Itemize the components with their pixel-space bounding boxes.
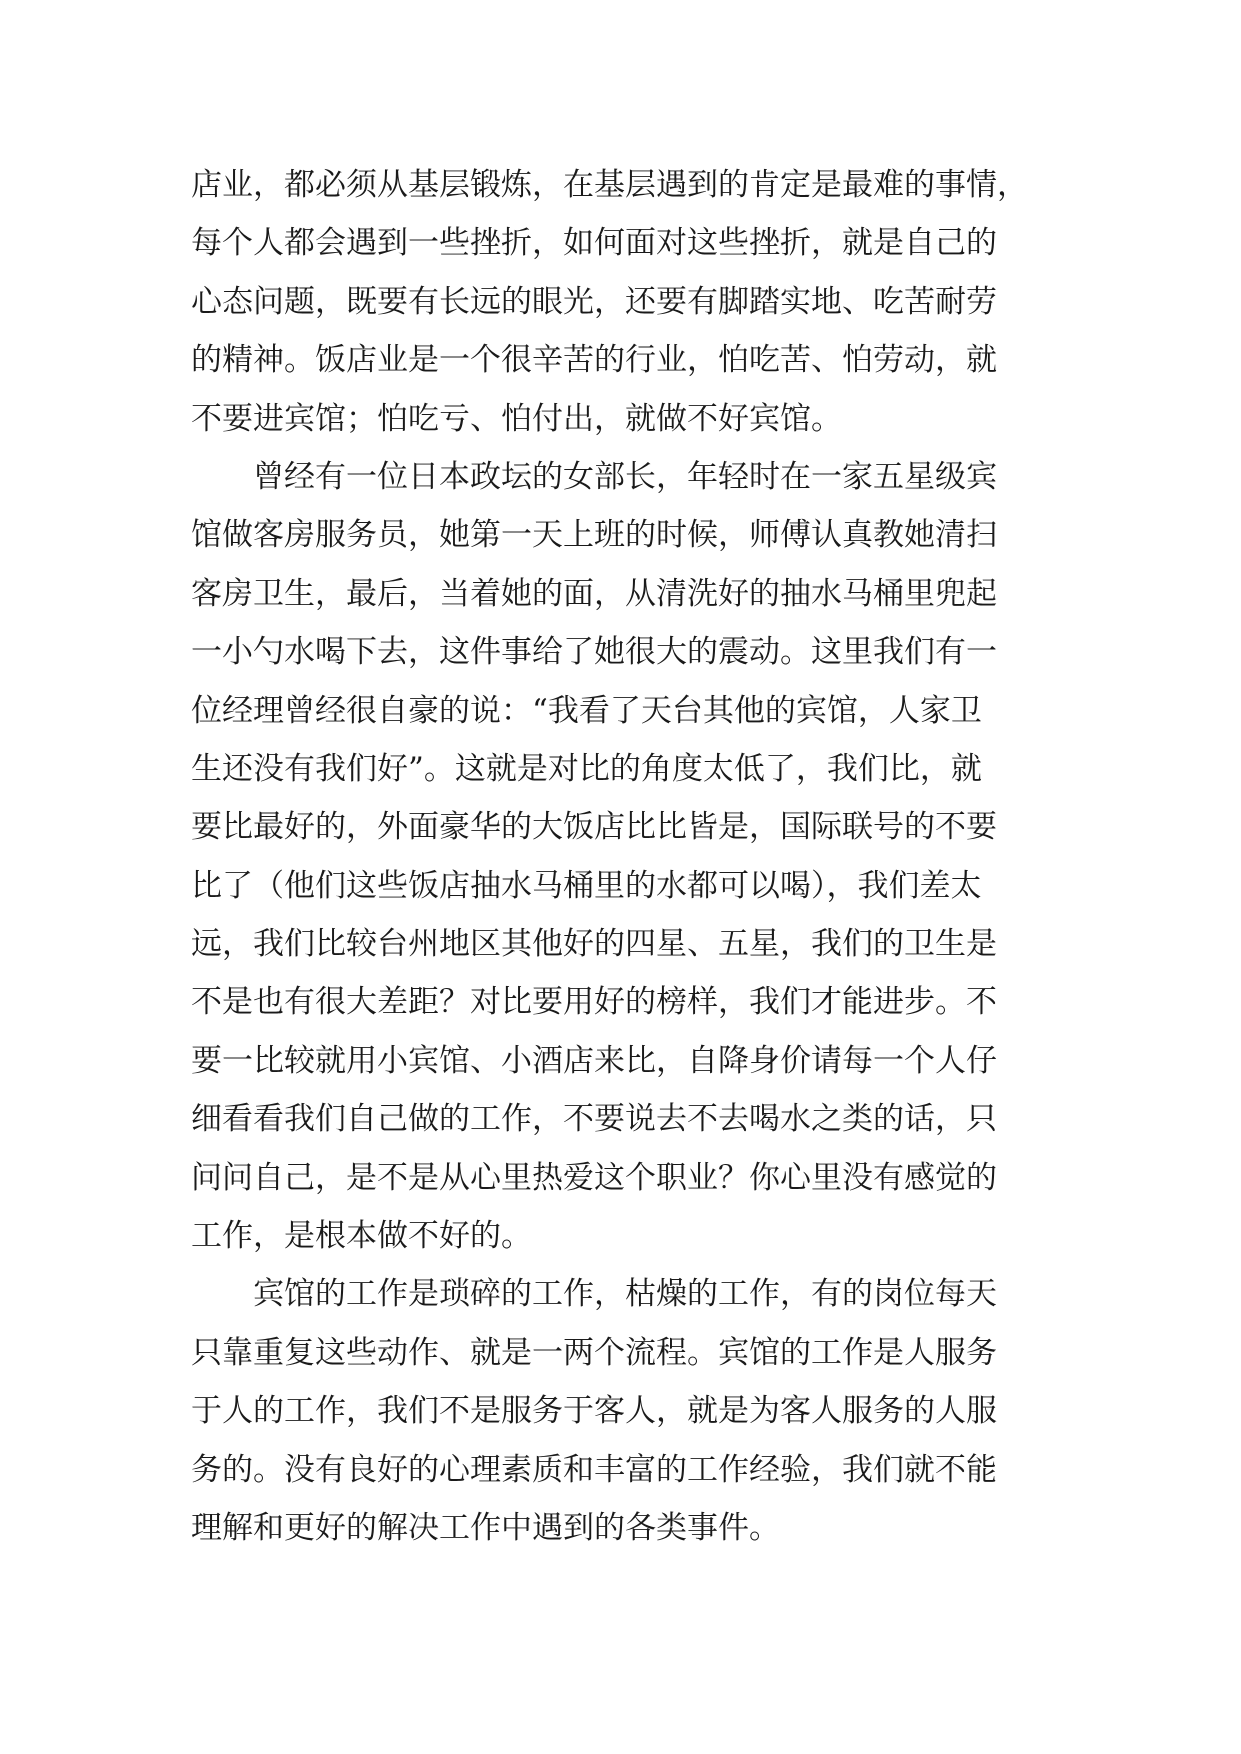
text-line: 远，我们比较台州地区其他好的四星、五星，我们的卫生是 (191, 926, 997, 963)
text-line: 工作，是根本做不好的。 (191, 1218, 532, 1255)
text-line: 生还没有我们好”。这就是对比的角度太低了，我们比，就 (191, 750, 982, 787)
text-line: 比了（他们这些饭店抽水马桶里的水都可以喝），我们差太 (191, 867, 982, 904)
text-line: 务的。没有良好的心理素质和丰富的工作经验，我们就不能 (191, 1451, 997, 1488)
paragraph-3 (191, 1265, 1059, 1557)
paragraph-2 (191, 448, 1059, 1265)
body-text (191, 156, 1059, 1557)
text-line: 只靠重复这些动作、就是一两个流程。宾馆的工作是人服务 (191, 1334, 997, 1371)
text-line: 曾经有一位日本政坛的女部长，年轻时在一家五星级宾 (253, 458, 997, 495)
text-line: 不要进宾馆；怕吃亏、怕付出，就做不好宾馆。 (191, 400, 842, 437)
text-line: 理解和更好的解决工作中遇到的各类事件。 (191, 1509, 780, 1546)
text-line: 客房卫生，最后，当着她的面，从清洗好的抽水马桶里兜起 (191, 575, 997, 612)
text-line: 宾馆的工作是琐碎的工作，枯燥的工作，有的岗位每天 (253, 1276, 997, 1313)
text-line: 要比最好的，外面豪华的大饭店比比皆是，国际联号的不要 (191, 809, 997, 846)
text-line: 的精神。饭店业是一个很辛苦的行业，怕吃苦、怕劳动，就 (191, 342, 997, 379)
text-line: 位经理曾经很自豪的说：“我看了天台其他的宾馆，人家卫 (191, 692, 982, 729)
text-line: 店业，都必须从基层锻炼，在基层遇到的肯定是最难的事情， (191, 167, 1028, 203)
text-line: 心态问题，既要有长远的眼光，还要有脚踏实地、吃苦耐劳 (191, 283, 997, 320)
paragraph-1 (191, 156, 1059, 448)
text-line: 每个人都会遇到一些挫折，如何面对这些挫折，就是自己的 (191, 225, 997, 262)
text-line: 馆做客房服务员，她第一天上班的时候，师傅认真教她清扫 (191, 517, 997, 554)
text-line: 一小勺水喝下去，这件事给了她很大的震动。这里我们有一 (191, 634, 997, 671)
text-line: 要一比较就用小宾馆、小酒店来比，自降身价请每一个人仔 (191, 1042, 997, 1079)
text-line: 不是也有很大差距？对比要用好的榜样，我们才能进步。不 (191, 984, 997, 1021)
text-line: 细看看我们自己做的工作，不要说去不去喝水之类的话，只 (191, 1101, 997, 1138)
text-line: 问问自己，是不是从心里热爱这个职业？你心里没有感觉的 (191, 1159, 997, 1196)
text-line: 于人的工作，我们不是服务于客人，就是为客人服务的人服 (191, 1393, 997, 1430)
